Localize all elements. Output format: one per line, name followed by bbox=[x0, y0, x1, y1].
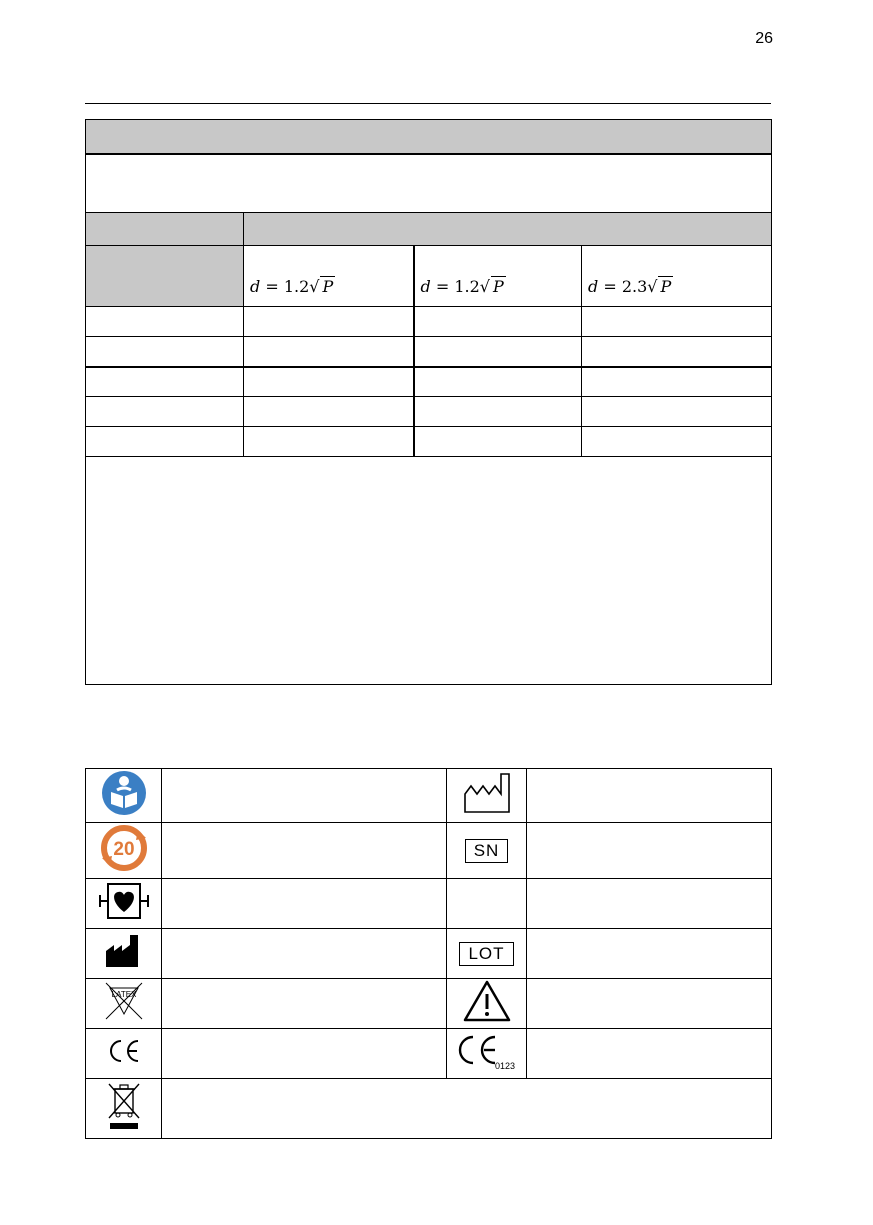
symbol-desc bbox=[527, 929, 772, 979]
table-cell bbox=[414, 367, 582, 397]
symbol-cell bbox=[86, 769, 162, 823]
table-cell bbox=[244, 337, 414, 367]
formula-cell-1 bbox=[244, 246, 414, 307]
symbol-desc bbox=[162, 929, 447, 979]
symbol-cell bbox=[86, 979, 162, 1029]
table-title-row bbox=[86, 120, 772, 154]
symbol-cell bbox=[447, 979, 527, 1029]
symbol-cell bbox=[86, 929, 162, 979]
table-notes-row bbox=[86, 457, 772, 685]
latex-free-icon bbox=[103, 980, 145, 1022]
symbol-cell bbox=[86, 879, 162, 929]
table-notes-cell bbox=[86, 457, 772, 685]
table-cell bbox=[244, 427, 414, 457]
lot-number-icon: LOT bbox=[459, 942, 513, 966]
svg-text:LATEX: LATEX bbox=[111, 990, 136, 999]
symbol-desc bbox=[162, 823, 447, 879]
header-power-cell bbox=[86, 213, 244, 246]
symbol-desc bbox=[162, 769, 447, 823]
table-cell bbox=[414, 337, 582, 367]
table-cell bbox=[582, 337, 772, 367]
table-row bbox=[86, 427, 772, 457]
table-row bbox=[86, 307, 772, 337]
date-of-manufacture-icon bbox=[461, 770, 513, 816]
symbol-row bbox=[86, 879, 772, 929]
header-rule bbox=[85, 103, 771, 104]
table-cell bbox=[244, 307, 414, 337]
ce-0123-mark-icon bbox=[455, 1031, 519, 1071]
svg-text:20: 20 bbox=[112, 839, 135, 860]
formula-cell-3 bbox=[582, 246, 772, 307]
symbol-desc bbox=[527, 979, 772, 1029]
separation-distance-table bbox=[85, 119, 772, 685]
symbol-row bbox=[86, 1079, 772, 1139]
table-cell bbox=[86, 337, 244, 367]
symbol-row bbox=[86, 929, 772, 979]
formula-row bbox=[86, 246, 772, 307]
table-cell bbox=[582, 427, 772, 457]
table-cell bbox=[244, 367, 414, 397]
table-cell bbox=[86, 367, 244, 397]
symbol-desc bbox=[162, 1029, 447, 1079]
symbol-desc bbox=[162, 979, 447, 1029]
table-cell bbox=[86, 397, 244, 427]
table-cell bbox=[414, 427, 582, 457]
weee-disposal-icon bbox=[104, 1081, 144, 1131]
table-intro-row bbox=[86, 154, 772, 213]
table-row bbox=[86, 367, 772, 397]
symbol-row bbox=[86, 823, 772, 879]
defibrillation-proof-type-cf-icon bbox=[98, 881, 150, 921]
formula-cell-2 bbox=[414, 246, 582, 307]
table-cell bbox=[244, 397, 414, 427]
page-number: 26 bbox=[755, 30, 773, 47]
table-title-cell bbox=[86, 120, 772, 154]
formula-2: d = 1.2√ P bbox=[420, 277, 504, 296]
symbol-row bbox=[86, 1029, 772, 1079]
symbols-table bbox=[85, 768, 772, 1139]
table-cell bbox=[414, 307, 582, 337]
symbol-row bbox=[86, 979, 772, 1029]
ce-mark-icon bbox=[104, 1036, 144, 1066]
table-cell bbox=[86, 307, 244, 337]
environmental-protection-period-icon bbox=[100, 824, 148, 872]
symbol-cell bbox=[86, 1029, 162, 1079]
manufacturer-icon bbox=[104, 933, 144, 969]
table-row bbox=[86, 337, 772, 367]
symbol-cell bbox=[447, 823, 527, 879]
formula-1: d = 1.2√ P bbox=[250, 277, 334, 296]
table-cell bbox=[582, 397, 772, 427]
table-cell bbox=[582, 307, 772, 337]
formula-3: d = 2.3√ P bbox=[588, 277, 672, 296]
serial-number-icon: SN bbox=[465, 839, 509, 863]
svg-text:0123: 0123 bbox=[494, 1061, 515, 1071]
symbol-desc bbox=[162, 1079, 772, 1139]
symbol-desc bbox=[527, 769, 772, 823]
symbol-cell bbox=[86, 1079, 162, 1139]
footer-rule bbox=[85, 1138, 771, 1139]
symbol-cell bbox=[447, 929, 527, 979]
symbol-cell bbox=[447, 769, 527, 823]
symbol-cell bbox=[86, 823, 162, 879]
formula-label-cell bbox=[86, 246, 244, 307]
warning-icon bbox=[462, 979, 512, 1023]
symbol-desc bbox=[527, 823, 772, 879]
table-row bbox=[86, 397, 772, 427]
symbol-desc bbox=[527, 1029, 772, 1079]
symbol-desc bbox=[527, 879, 772, 929]
header-distance-cell bbox=[244, 213, 772, 246]
table-intro-cell bbox=[86, 154, 772, 213]
table-cell bbox=[414, 397, 582, 427]
symbol-desc bbox=[162, 879, 447, 929]
symbol-cell bbox=[447, 879, 527, 929]
table-cell bbox=[582, 367, 772, 397]
table-header-row bbox=[86, 213, 772, 246]
symbol-row bbox=[86, 769, 772, 823]
table-cell bbox=[86, 427, 244, 457]
read-manual-icon bbox=[101, 770, 147, 816]
symbol-cell bbox=[447, 1029, 527, 1079]
